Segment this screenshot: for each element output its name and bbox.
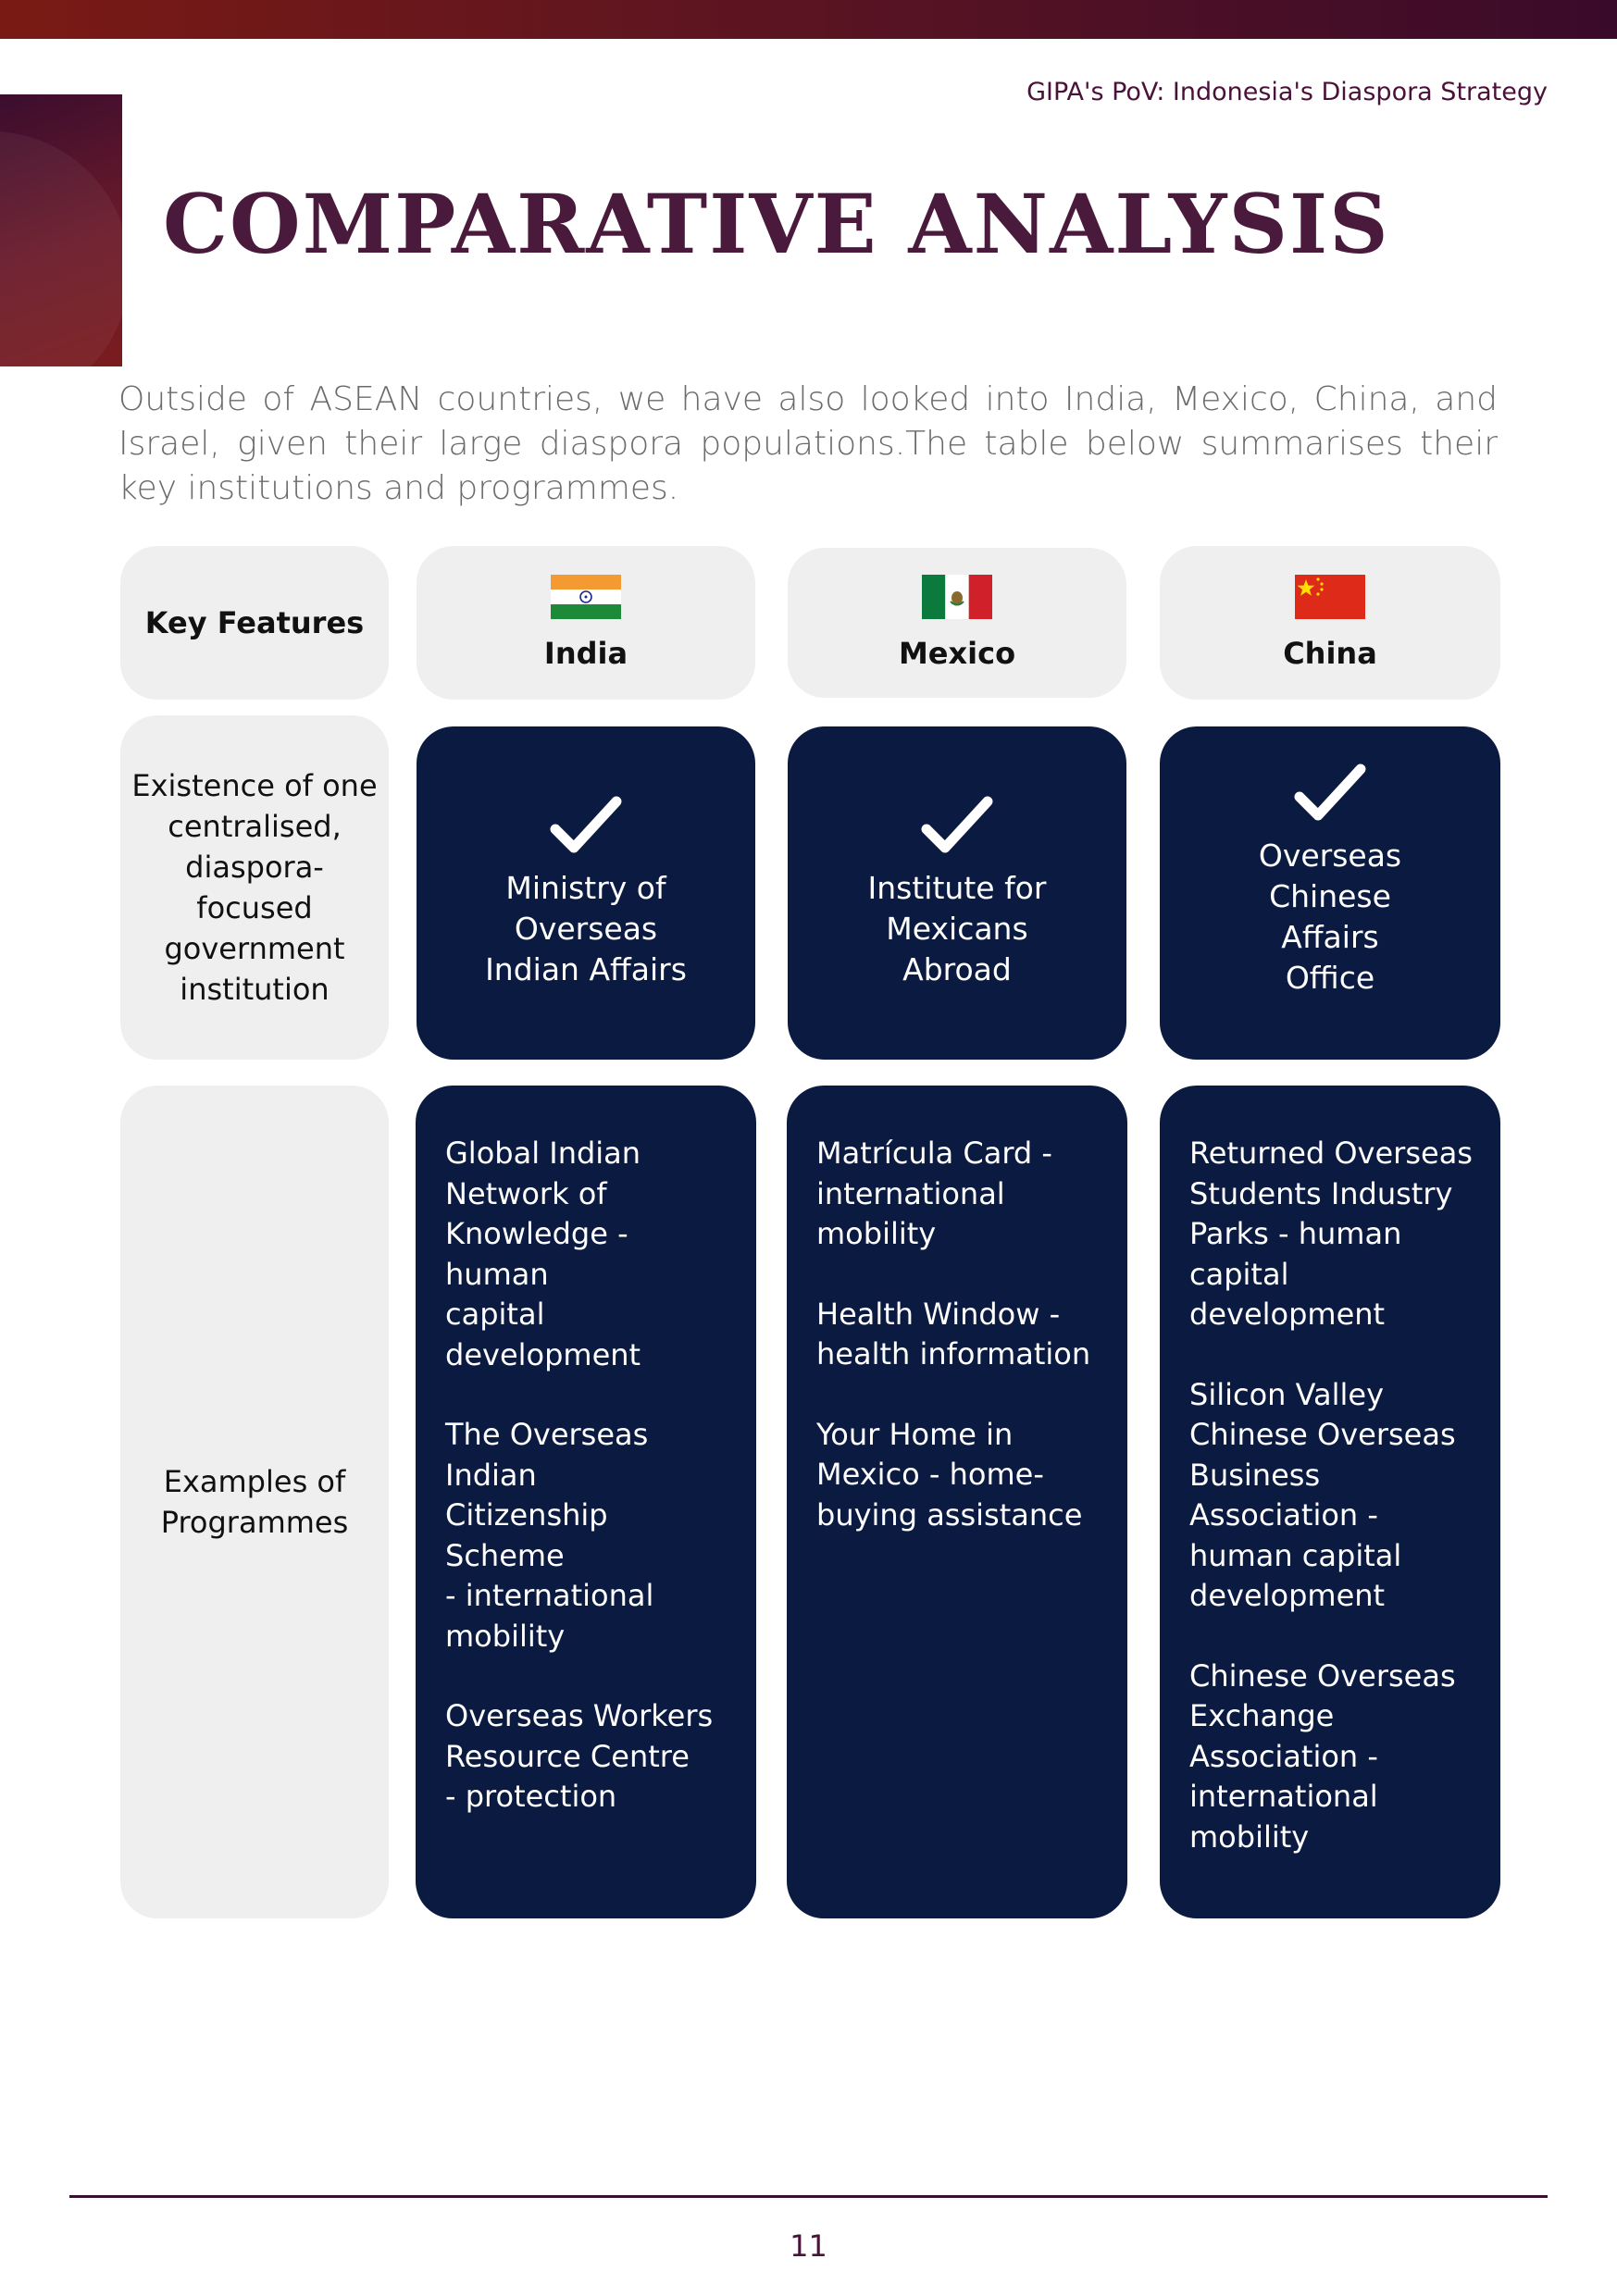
mexico-flag-icon xyxy=(922,575,992,619)
mexico-institution-name: Institute for Mexicans Abroad xyxy=(867,870,1047,987)
india-institution-cell xyxy=(417,726,755,1060)
mexico-programmes-cell xyxy=(787,1086,1127,1918)
country-name-mexico: Mexico xyxy=(898,636,1016,671)
china-institution-name: Overseas Chinese Affairs Office xyxy=(1258,838,1402,996)
key-features-header xyxy=(120,546,389,700)
page-number: 11 xyxy=(790,2228,827,2264)
india-programmes-cell xyxy=(416,1086,756,1918)
china-flag-icon xyxy=(1295,575,1365,619)
page-title: COMPARATIVE ANALYSIS xyxy=(163,176,1390,272)
programme-item: Matrícula Card - international mobility xyxy=(816,1136,1052,1251)
mexico-header xyxy=(788,548,1126,698)
row-label-text: Existence of one centralised, diaspora-focused government institution xyxy=(131,768,378,1007)
checkmark-icon xyxy=(550,796,622,855)
document-header: GIPA's PoV: Indonesia's Diaspora Strategy xyxy=(1026,78,1548,106)
programme-item: Your Home in Mexico - home- buying assistance xyxy=(816,1416,1083,1533)
top-banner xyxy=(0,0,1617,39)
programme-item: The Overseas Indian Citizenship Scheme - international mobility xyxy=(445,1417,654,1654)
india-institution-name: Ministry of Overseas Indian Affairs xyxy=(485,870,687,987)
china-institution-cell xyxy=(1160,726,1500,1060)
footer-divider xyxy=(69,2195,1548,2198)
india-flag-icon xyxy=(551,575,621,619)
intro-paragraph: Outside of ASEAN countries, we have also looked into India, Mexico, China, and Israel, given their large diaspora populations.The table below summarises their key institutions and programmes. xyxy=(118,380,1498,507)
country-name-india: India xyxy=(543,636,628,671)
programme-item: Global Indian Network of Knowledge - human capital development xyxy=(445,1136,641,1372)
mexico-institution-cell xyxy=(788,726,1126,1060)
key-features-label: Key Features xyxy=(144,605,365,640)
programme-item: Health Window - health information xyxy=(816,1296,1091,1371)
row-label-text: Examples of Programmes xyxy=(160,1464,349,1540)
country-name-china: China xyxy=(1283,636,1377,671)
programme-item: Overseas Workers Resource Centre - protection xyxy=(445,1698,714,1814)
programme-item: Returned Overseas Students Industry Parks - human capital development xyxy=(1189,1136,1473,1332)
programme-item: Chinese Overseas Exchange Association - international mobility xyxy=(1189,1657,1456,1855)
row-label-programmes xyxy=(120,1086,389,1918)
checkmark-icon xyxy=(921,796,993,855)
checkmark-icon xyxy=(1294,763,1366,823)
china-header xyxy=(1160,546,1500,700)
row-label-institution xyxy=(120,715,389,1060)
india-header xyxy=(417,546,755,700)
china-programmes-cell xyxy=(1160,1086,1500,1918)
programme-item: Silicon Valley Chinese Overseas Business Association - human capital development xyxy=(1189,1376,1456,1613)
decorative-corner-block xyxy=(0,94,122,366)
